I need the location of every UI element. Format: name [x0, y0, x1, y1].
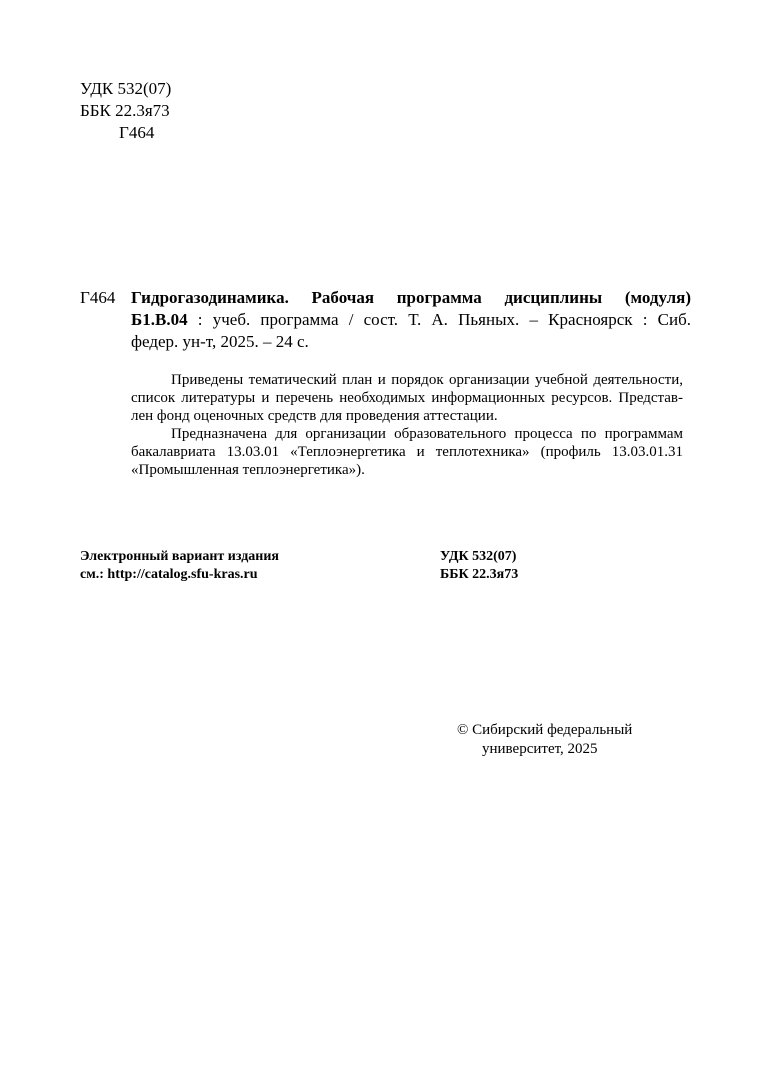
author-code: Г464	[119, 123, 155, 142]
bbk-index-bottom: ББК 22.3я73	[440, 567, 519, 582]
annotation-line: Предназначена для организации образовательного процесса по программам	[171, 426, 683, 442]
record-title-line	[131, 287, 691, 309]
record-line-3: федер. ун-т, 2025. – 24 с.	[131, 332, 309, 351]
udk-index-bottom: УДК 532(07)	[440, 549, 517, 564]
bibliographic-description	[131, 287, 691, 353]
annotation-line: лен фонд оценочных средств для проведения аттестации.	[131, 408, 498, 424]
record-publication-info: : учеб. программа / сост. Т. А. Пьяных. – Красноярск : Сиб.	[187, 310, 691, 329]
copyright-line: © Сибирский федеральный	[457, 722, 633, 738]
record-module-code: Б1.В.04	[131, 310, 188, 329]
annotation-line: «Промышленная теплоэнергетика»).	[131, 462, 365, 478]
electronic-version-label: Электронный вариант издания	[80, 549, 279, 564]
annotation-line: Приведены тематический план и порядок организации учебной деятельности,	[171, 372, 683, 388]
udk-index: УДК 532(07)	[80, 79, 172, 98]
copyright-line: университет, 2025	[482, 741, 598, 757]
catalog-url: см.: http://catalog.sfu-kras.ru	[80, 567, 258, 582]
record-title: Гидрогазодинамика. Рабочая программа дисциплины (модуля)	[131, 288, 691, 307]
bbk-index: ББК 22.3я73	[80, 101, 170, 120]
annotation	[131, 371, 683, 479]
record-line-2	[131, 309, 691, 331]
record-author-code: Г464	[80, 288, 116, 307]
annotation-line: список литературы и перечень необходимых информационных ресурсов. Представ-	[131, 390, 683, 406]
annotation-line: бакалавриата 13.03.01 «Теплоэнергетика и теплотехника» (профиль 13.03.01.31	[131, 444, 683, 460]
